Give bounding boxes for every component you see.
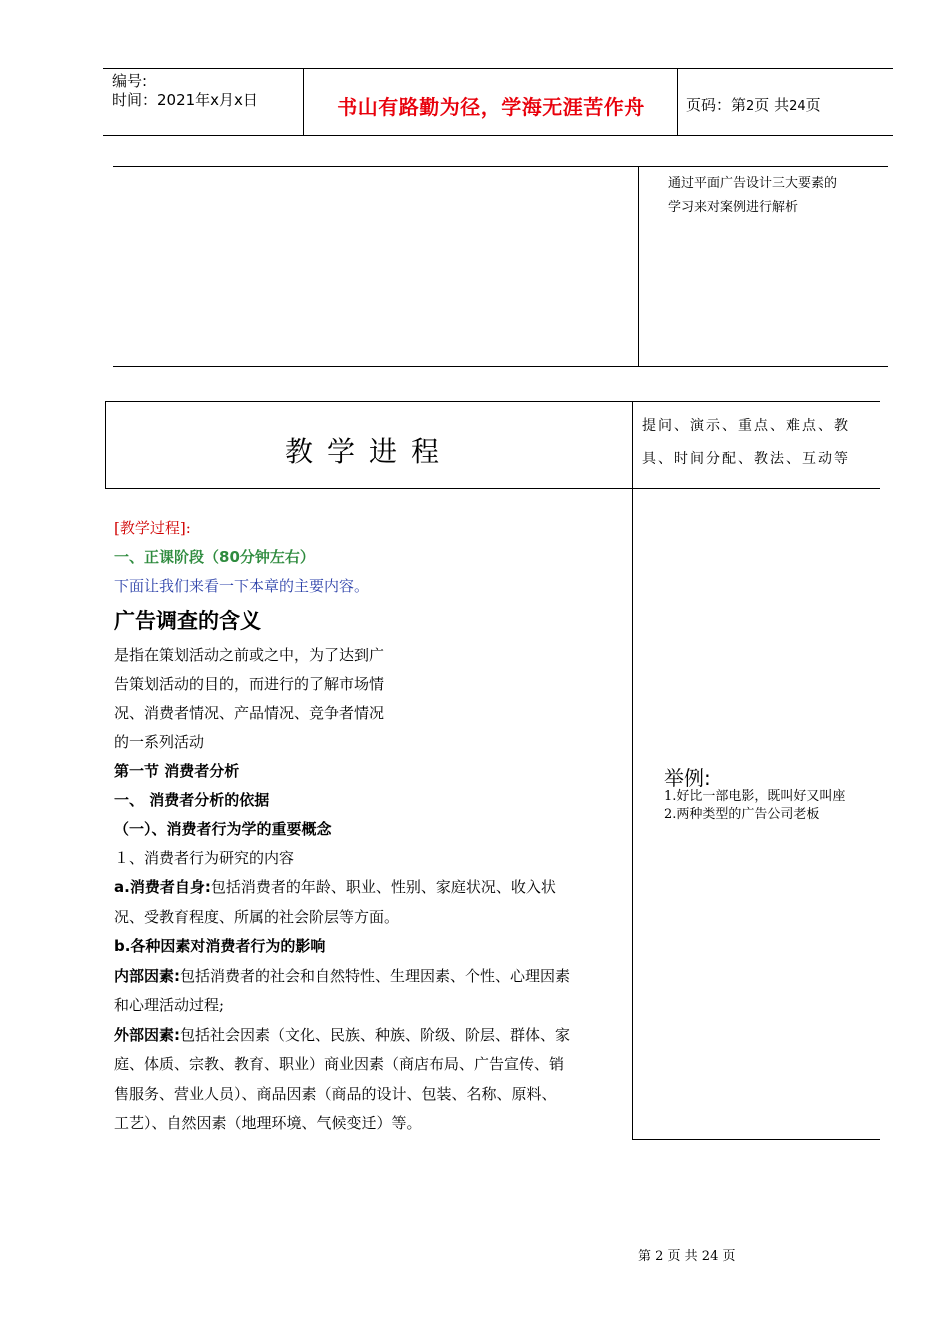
example-item: 1.好比一部电影，既叫好又叫座 (664, 789, 846, 804)
definition-line: 告策划活动的目的，而进行的了解市场情 (114, 675, 385, 693)
objective-bottom-border (113, 366, 888, 367)
page-footer: 第 2 页 共 24 页 (638, 1249, 736, 1264)
header-page-info: 页码：第2页 共24页 (686, 96, 821, 114)
header-divider-1 (303, 68, 304, 135)
paragraph-line: 和心理活动过程; (114, 996, 225, 1014)
header-bottom-border (103, 135, 893, 136)
header-motto: 书山有路勤为径，学海无涯苦作舟 (337, 95, 645, 119)
intro-text: 下面让我们来看一下本章的主要内容。 (114, 577, 370, 595)
progress-divider (632, 401, 633, 1139)
progress-bottom-border (632, 1139, 880, 1140)
process-label: [教学过程]: (114, 519, 191, 537)
header-divider-2 (677, 68, 678, 135)
paragraph-line: 庭、体质、宗教、教育、职业）商业因素（商店布局、广告宣传、销 (114, 1055, 565, 1073)
subsection-heading: （一）、消费者行为学的重要概念 (114, 820, 332, 838)
lesson-body (114, 514, 630, 1139)
number-label: 编号: (112, 72, 148, 90)
page-total: 24 (789, 99, 806, 114)
paragraph-internal: 内部因素:包括消费者的社会和自然特性、生理因素、个性、心理因素 (114, 966, 571, 985)
paragraph-line: 工艺）、自然因素（地理环境、气候变迁）等。 (114, 1114, 422, 1132)
definition-line: 的一系列活动 (114, 733, 205, 751)
factors-heading: b.各种因素对消费者行为的影响 (114, 937, 326, 955)
paragraph-line: 售服务、营业人员）、商品因素（商品的设计、包装、名称、原料、 (114, 1084, 557, 1103)
objective-top-border (113, 166, 888, 167)
paragraph-line: 况、受教育程度、所属的社会阶层等方面。 (114, 907, 400, 926)
example-item: 2.两种类型的广告公司老板 (664, 807, 820, 822)
objective-divider (638, 166, 639, 366)
header-meta (112, 72, 258, 110)
progress-header-border (105, 488, 880, 489)
header-top-border (103, 68, 893, 69)
section-heading: 第一节 消费者分析 (114, 762, 240, 780)
paragraph-external: 外部因素:包括社会因素（文化、民族、种族、阶级、阶层、群体、家 (114, 1025, 571, 1044)
progress-legend: 提问、演示、重点、难点、教 具、时间分配、教法、互动等 (642, 418, 850, 467)
paragraph-consumer-self: a.消费者自身:包括消费者的年龄、职业、性别、家庭状况、收入状 (114, 878, 556, 896)
date-label: 时间：2021年x月x日 (112, 91, 258, 109)
subsection-heading: 一、 消费者分析的依据 (114, 791, 270, 809)
definition-line: 是指在策划活动之前或之中，为了达到广 (114, 646, 385, 664)
progress-title: 教学进程 (284, 435, 453, 468)
examples-list (664, 788, 845, 824)
progress-top-border (105, 401, 880, 402)
examples-title: 举例: (664, 766, 711, 790)
stage-heading: 一、正课阶段（80分钟左右） (114, 548, 315, 566)
definition-heading: 广告调查的含义 (114, 609, 261, 633)
list-item: １、消费者行为研究的内容 (114, 849, 295, 867)
page-number: 2 (746, 99, 755, 114)
definition-line: 况、消费者情况、产品情况、竞争者情况 (114, 704, 385, 722)
objective-text: 通过平面广告设计三大要素的 学习来对案例进行解析 (668, 176, 838, 215)
